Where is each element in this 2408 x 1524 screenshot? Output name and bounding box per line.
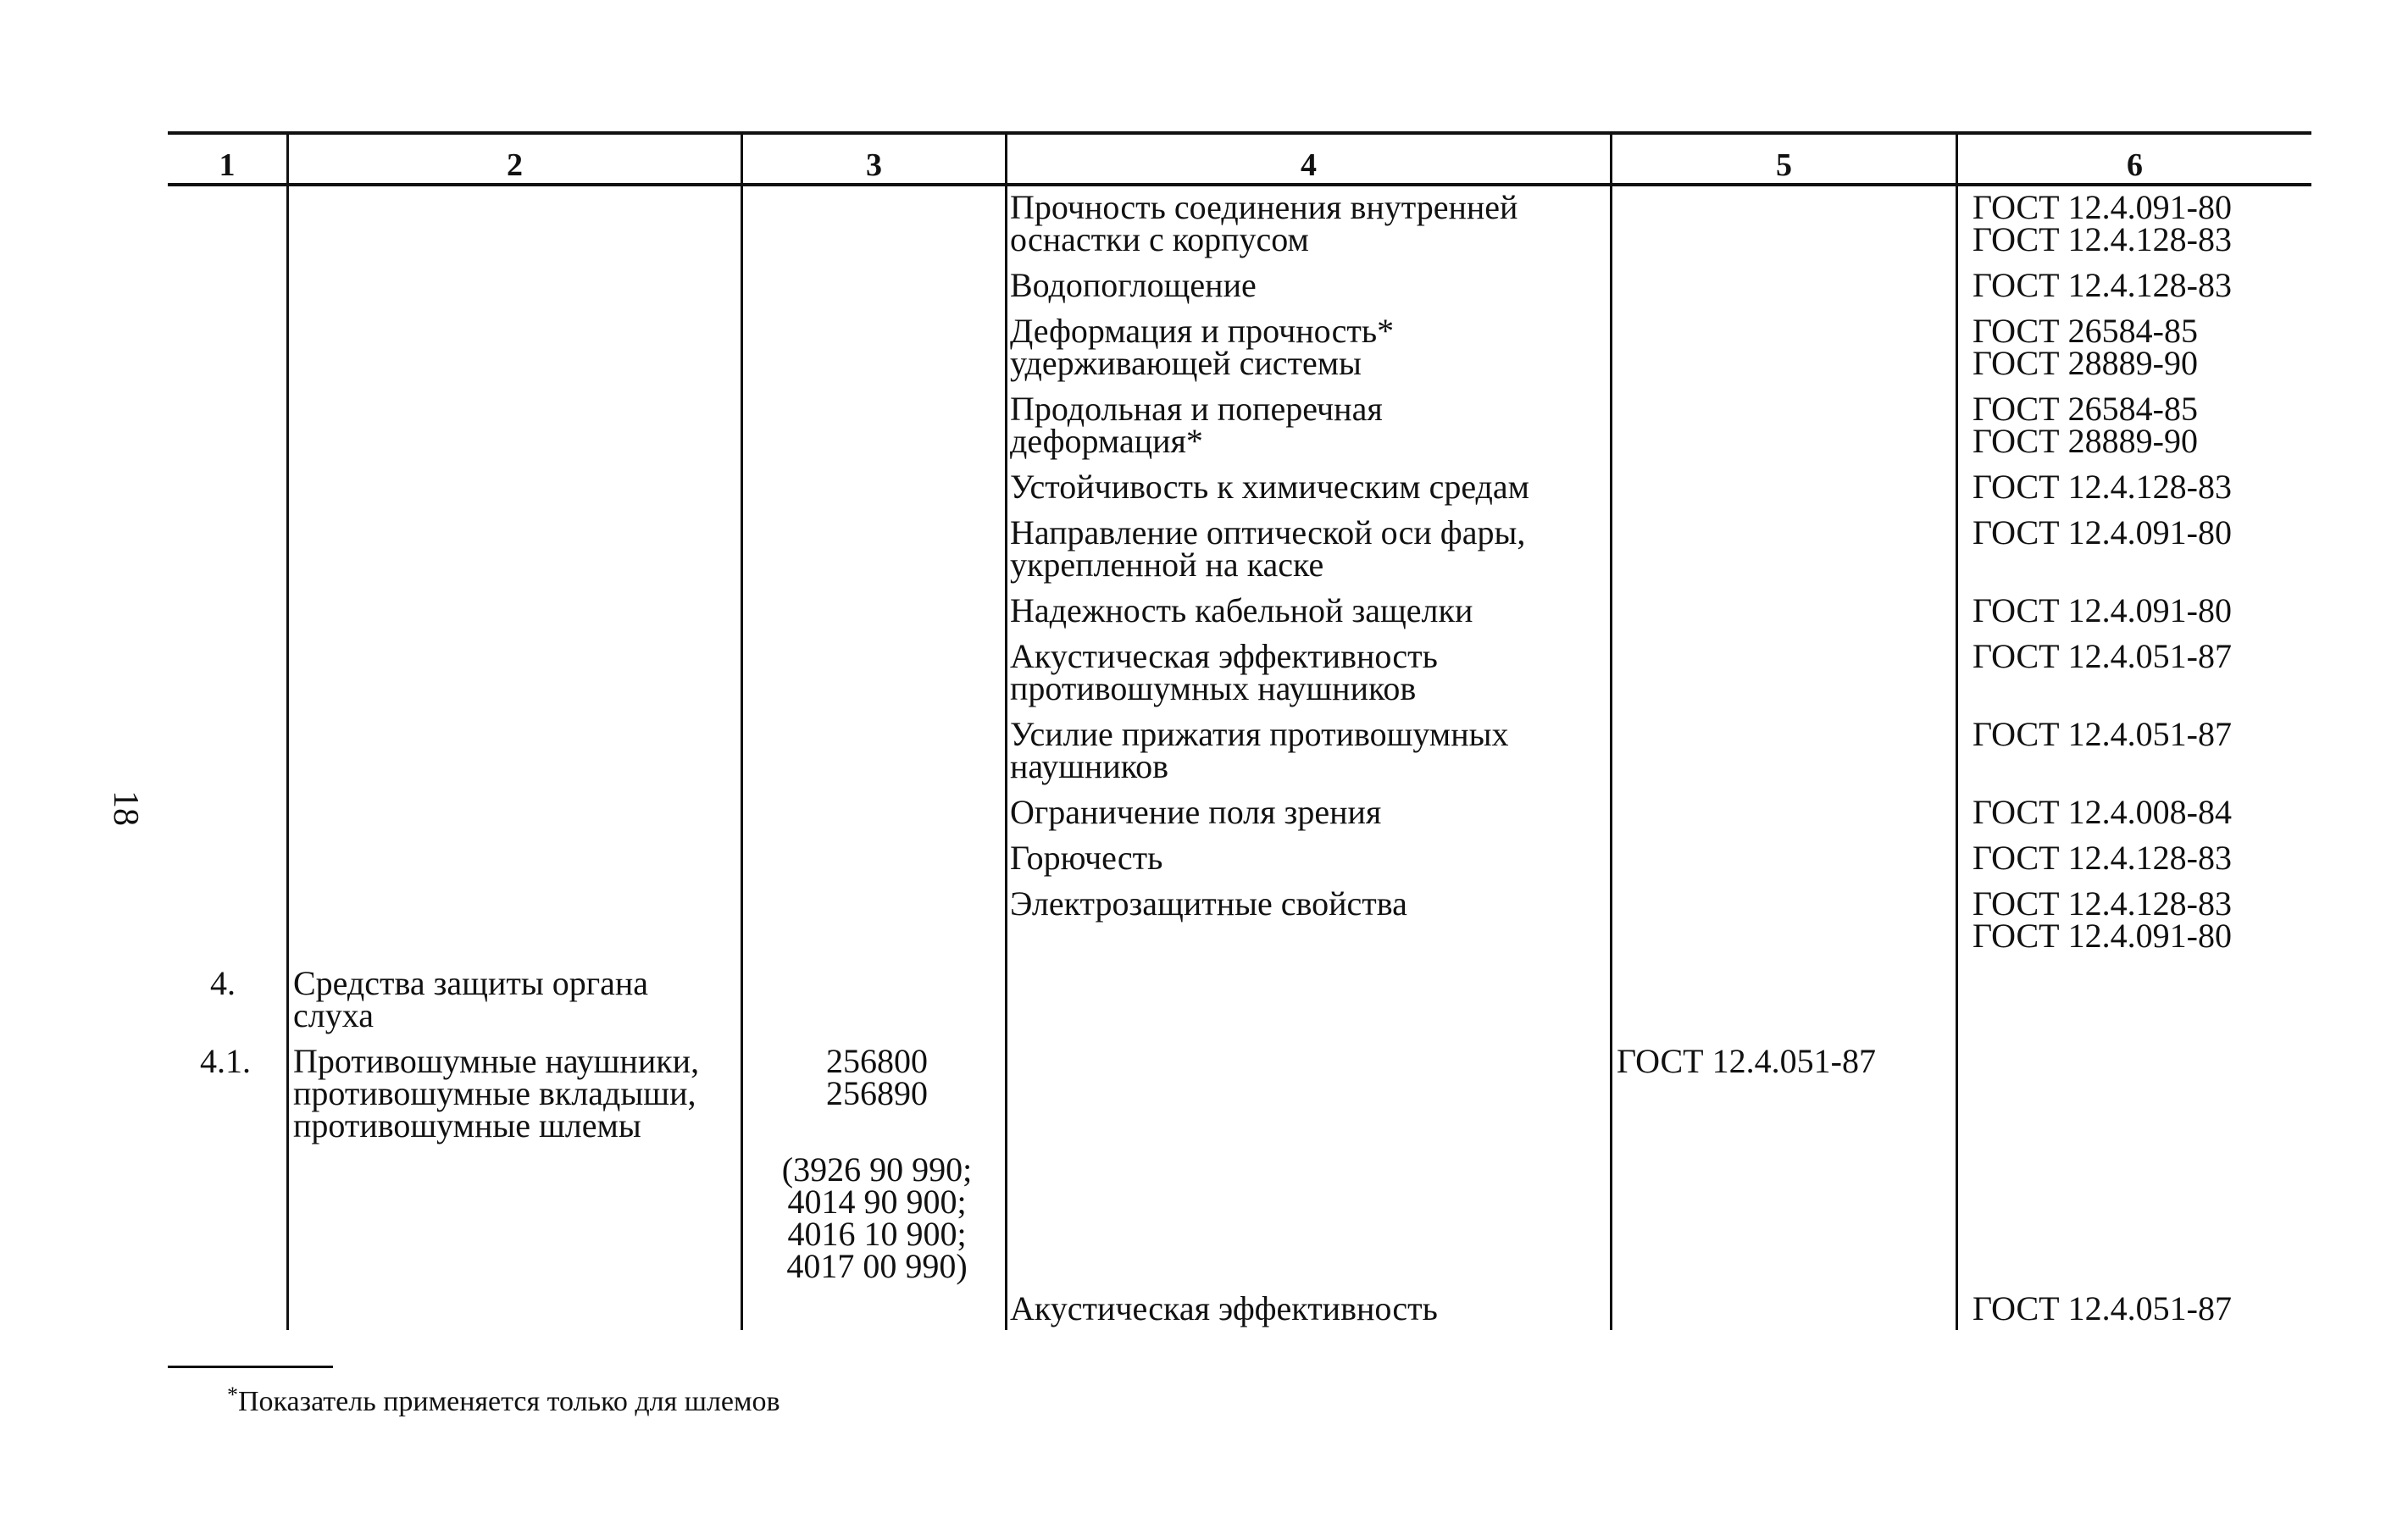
product-codes: 256800 256890 [826, 1042, 928, 1112]
column-header-4: 4 [1301, 147, 1317, 183]
table-row-indicator: Акустическая эффективность противошумных наушников [1010, 637, 1438, 707]
column-header-6: 6 [2127, 147, 2143, 183]
table-row-indicator: Устойчивость к химическим средам [1010, 468, 1529, 506]
page-number: 18 [106, 790, 145, 826]
table-row-standard: ГОСТ 12.4.091-80 [1972, 591, 2232, 629]
table-row-indicator: Водопоглощение [1010, 266, 1257, 304]
customs-codes: (3926 90 990; 4014 90 900; 4016 10 900; 4017 00 990) [781, 1150, 973, 1285]
column-divider [286, 133, 289, 1330]
table-row-standard: ГОСТ 12.4.051-87 [1972, 1289, 2232, 1327]
subsection-number: 4.1. [200, 1042, 251, 1080]
section-number: 4. [210, 964, 236, 1002]
normative-document: ГОСТ 12.4.051-87 [1617, 1042, 1876, 1080]
column-divider [741, 133, 743, 1330]
footnote-text: Показатель применяется только для шлемов [238, 1386, 780, 1417]
table-row-standard: ГОСТ 12.4.051-87 [1972, 715, 2232, 753]
table-row-standard: ГОСТ 12.4.051-87 [1972, 637, 2232, 675]
subsection-name: Противошумные наушники, противошумные вкладыши, противошумные шлемы [293, 1042, 700, 1144]
table-row-standard: ГОСТ 26584-85 ГОСТ 28889-90 [1972, 390, 2198, 460]
column-header-3: 3 [866, 147, 882, 183]
table-row-indicator: Электрозащитные свойства [1010, 884, 1407, 923]
table-row-standard: ГОСТ 12.4.008-84 [1972, 793, 2232, 831]
table-row-standard: ГОСТ 12.4.128-83 ГОСТ 12.4.091-80 [1972, 884, 2232, 955]
table-row-standard: ГОСТ 12.4.128-83 [1972, 839, 2232, 877]
table-row-indicator: Акустическая эффективность [1010, 1289, 1438, 1327]
table-row-indicator: Прочность соединения внутренней оснастки с корпусом [1010, 188, 1518, 258]
table-row-indicator: Деформация и прочность* удерживающей системы [1010, 312, 1395, 382]
table-row-standard: ГОСТ 26584-85 ГОСТ 28889-90 [1972, 312, 2198, 382]
footnote-rule [168, 1366, 333, 1368]
table-row-standard: ГОСТ 12.4.128-83 [1972, 266, 2232, 304]
footnote [227, 1383, 780, 1418]
table-row-indicator: Горючесть [1010, 839, 1163, 877]
table-row-standard: ГОСТ 12.4.091-80 [1972, 513, 2232, 551]
section-name: Средства защиты органа слуха [293, 964, 649, 1034]
table-top-rule [168, 131, 2311, 135]
table-row-standard: ГОСТ 12.4.091-80 ГОСТ 12.4.128-83 [1972, 188, 2232, 258]
column-header-2: 2 [507, 147, 523, 183]
table-row-indicator: Направление оптической оси фары, укрепленной на каске [1010, 513, 1526, 584]
table-row-standard: ГОСТ 12.4.128-83 [1972, 468, 2232, 506]
table-row-indicator: Надежность кабельной защелки [1010, 591, 1473, 629]
column-divider [1005, 133, 1007, 1330]
footnote-mark: * [227, 1383, 238, 1407]
column-header-1: 1 [219, 147, 236, 183]
column-divider [1610, 133, 1612, 1330]
table-row-indicator: Продольная и поперечная деформация* [1010, 390, 1383, 460]
table-row-indicator: Усилие прижатия противошумных наушников [1010, 715, 1509, 785]
table-row-indicator: Ограничение поля зрения [1010, 793, 1382, 831]
column-header-5: 5 [1776, 147, 1792, 183]
column-divider [1956, 133, 1958, 1330]
